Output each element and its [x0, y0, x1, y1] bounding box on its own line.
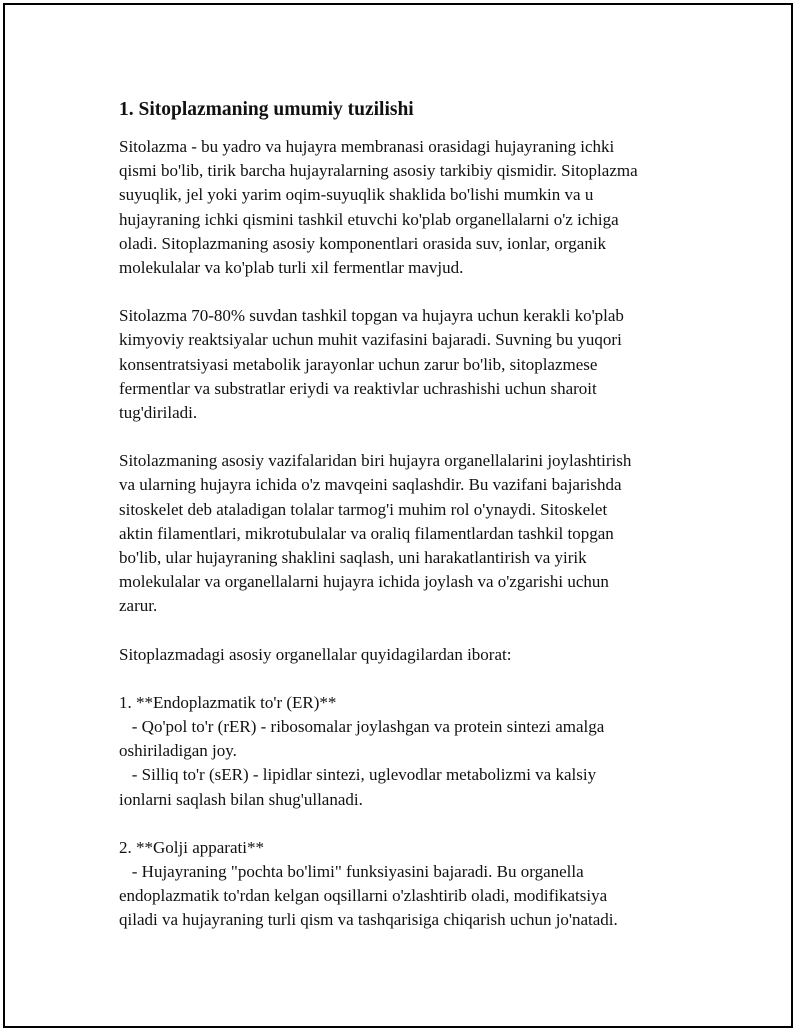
paragraph-spacer: [119, 425, 699, 449]
paragraph-cytoskeleton: Sitolazmaning asosiy vazifalaridan biri hujayra organellalarini joylashtirish va ularning hujayra ichida o'z mavqeini saqlashdir. Bu vazifani bajarishda sitoskelet deb ataladigan tolalar tarmog'i muhim rol o'ynaydi. Sitoskelet aktin filamentlari, mikrotubulalar va oraliq filamentlardan tashkil topgan bo'lib, ular hujayraning shaklini saqlash, uni harakatlantirish va yirik molekulalar va organellalarni hujayra ichida joylash va o'zgarishi uchun zarur.: [119, 451, 632, 616]
list-item-endoplasmic-reticulum: 1. **Endoplazmatik to'r (ER)** - Qo'pol to'r (rER) - ribosomalar joylashgan va protein sintezi amalga oshiriladigan joy. - Silliq to'r (sER) - lipidlar sintezi, uglevodlar metabolizmi va kalsiy ionlarni saqlash bilan shug'ullanadi.: [119, 692, 605, 809]
paragraph-spacer: [119, 619, 699, 643]
paragraph-spacer: [119, 280, 699, 304]
section-heading: 1. Sitoplazmaning umumiy tuzilishi: [119, 99, 414, 120]
document-page: [3, 3, 793, 1028]
paragraph-spacer: [119, 812, 699, 836]
paragraph-organelles-intro: Sitoplazmadagi asosiy organellalar quyidagilardan iborat:: [119, 644, 512, 664]
paragraph-water-content: Sitolazma 70-80% suvdan tashkil topgan va hujayra uchun kerakli ko'plab kimyoviy reaktsiyalar uchun muhit vazifasini bajaradi. Suvning bu yuqori konsentratsiyasi metabolik jarayonlar uchun zarur bo'lib, sitoplazmese fermentlar va substratlar eriydi va reaktivlar uchrashishi uchun sharoit tug'diriladi.: [119, 306, 624, 423]
list-item-golgi-apparatus: 2. **Golji apparati** - Hujayraning "pochta bo'limi" funksiyasini bajaradi. Bu organella endoplazmatik to'rdan kelgan oqsillarni o'zlashtirib oladi, modifikatsiya qiladi va hujayraning turli qism va tashqarisiga chiqarish uchun jo'natadi.: [119, 837, 618, 930]
paragraph-spacer: [119, 667, 699, 691]
document-body: [119, 97, 699, 933]
paragraph-cytoplasm-definition: Sitolazma - bu yadro va hujayra membranasi orasidagi hujayraning ichki qismi bo'lib, tirik barcha hujayralarning asosiy tarkibiy qismidir. Sitoplazma suyuqlik, jel yoki yarim oqim-suyuqlik shaklida bo'lishi mumkin va u hujayraning ichki qismini tashkil etuvchi ko'plab organellalarni o'z ichiga oladi. Sitoplazmaning asosiy komponentlari orasida suv, ionlar, organik molekulalar va ko'plab turli xil fermentlar mavjud.: [119, 137, 638, 278]
